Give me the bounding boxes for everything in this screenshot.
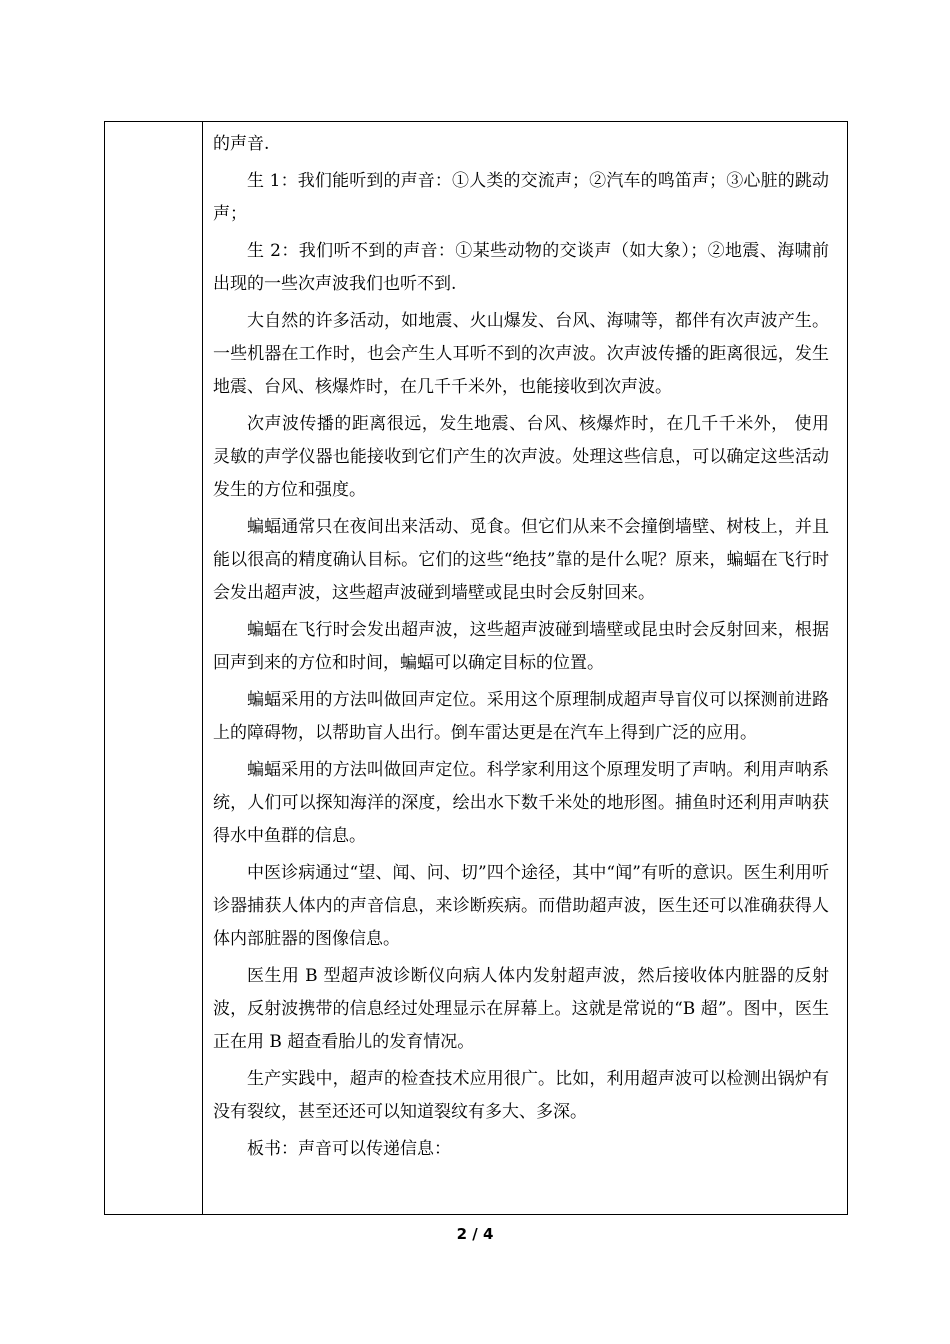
paragraph: 中医诊病通过“望、闻、问、切”四个途径，其中“闻”有听的意识。医生利用听诊器捕获人体内的声音信息，来诊断疾病。而借助超声波，医生还可以准确获得人体内部脏器的图像信息。 bbox=[213, 863, 829, 949]
paragraph: 大自然的许多活动，如地震、火山爆发、台风、海啸等，都伴有次声波产生。一些机器在工作时，也会产生人耳听不到的次声波。次声波传播的距离很远，发生地震、台风、核爆炸时，在几千千米外，也能接收到次声波。 bbox=[213, 311, 829, 397]
paragraph: 生产实践中，超声的检查技术应用很广。比如，利用超声波可以检测出锅炉有没有裂纹，甚至还还可以知道裂纹有多大、多深。 bbox=[213, 1069, 829, 1122]
page-number: 2 / 4 bbox=[456, 1225, 494, 1243]
paragraph: 蝙蝠通常只在夜间出来活动、觅食。但它们从来不会撞倒墙壁、树枝上，并且能以很高的精度确认目标。它们的这些“绝技”靠的是什么呢？原来，蝙蝠在飞行时会发出超声波，这些超声波碰到墙壁或昆虫时会反射回来。 bbox=[213, 517, 829, 603]
table-content-cell bbox=[203, 122, 847, 1214]
paragraph: 次声波传播的距离很远，发生地震、台风、核爆炸时，在几千千米外， 使用灵敏的声学仪器也能接收到它们产生的次声波。处理这些信息，可以确定这些活动发生的方位和强度。 bbox=[213, 414, 829, 500]
paragraph: 蝙蝠采用的方法叫做回声定位。科学家利用这个原理发明了声呐。利用声呐系统，人们可以探知海洋的深度，绘出水下数千米处的地形图。捕鱼时还利用声呐获得水中鱼群的信息。 bbox=[213, 760, 829, 846]
paragraph: 生 2：我们听不到的声音：①某些动物的交谈声（如大象）；②地震、海啸前出现的一些次声波我们也听不到. bbox=[213, 241, 829, 294]
paragraph: 医生用 B 型超声波诊断仪向病人体内发射超声波，然后接收体内脏器的反射波，反射波携带的信息经过处理显示在屏幕上。这就是常说的“B 超”。图中，医生正在用 B 超查看胎儿的发育情况。 bbox=[213, 966, 829, 1052]
paragraph: 蝙蝠采用的方法叫做回声定位。采用这个原理制成超声导盲仪可以探测前进路上的障碍物，以帮助盲人出行。倒车雷达更是在汽车上得到广泛的应用。 bbox=[213, 690, 829, 743]
paragraph: 板书：声音可以传递信息： bbox=[247, 1139, 451, 1159]
paragraph: 的声音. bbox=[213, 134, 270, 154]
table-left-column bbox=[105, 122, 203, 1214]
content-table bbox=[104, 121, 848, 1215]
paragraph: 蝙蝠在飞行时会发出超声波，这些超声波碰到墙壁或昆虫时会反射回来，根据回声到来的方位和时间，蝙蝠可以确定目标的位置。 bbox=[213, 620, 829, 673]
paragraph: 生 1：我们能听到的声音：①人类的交流声；②汽车的鸣笛声；③心脏的跳动声； bbox=[213, 171, 829, 224]
